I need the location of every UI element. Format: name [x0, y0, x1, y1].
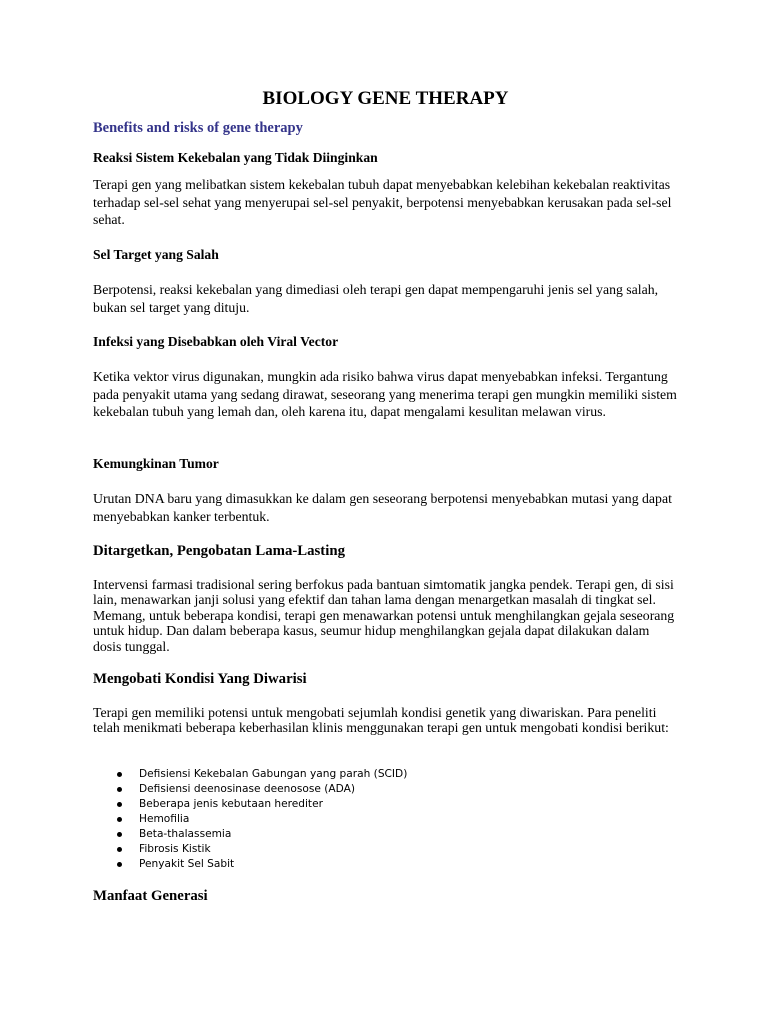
- bullet-icon: [117, 802, 122, 807]
- list-item: Penyakit Sel Sabit: [93, 857, 407, 872]
- list-item: Defisiensi deenosinase deenosose (ADA): [93, 782, 407, 797]
- bullet-icon: [117, 847, 122, 852]
- document-title: BIOLOGY GENE THERAPY: [262, 88, 509, 109]
- section-text-viral-vector-infection: Ketika vektor virus digunakan, mungkin ada risiko bahwa virus dapat menyebabkan infeksi. Tergantung pada penyakit utama yang sedang dirawat, seseorang yang menerima terapi gen mungkin memiliki sistem kekebalan tubuh yang lemah dan, oleh karena itu, dapat mengalami kesulitan melawan virus.: [93, 369, 677, 420]
- section-text-inherited-conditions: Terapi gen memiliki potensi untuk mengobati sejumlah kondisi genetik yang diwariskan. Para peneliti telah menikmati beberapa keberhasilan klinis menggunakan terapi gen untuk mengobati kondisi berikut:: [93, 705, 669, 736]
- section-text-unwanted-immune-reaction: Terapi gen yang melibatkan sistem kekebalan tubuh dapat menyebabkan kelebihan kekebalan reaktivitas terhadap sel-sel sehat yang menyerupai sel-sel penyakit, berpotensi menyebabkan kerusakan pada sel-sel sehat.: [93, 177, 672, 228]
- list-item: Beta-thalassemia: [93, 827, 407, 842]
- section-text-tumor-possibility: Urutan DNA baru yang dimasukkan ke dalam gen seseorang berpotensi menyebabkan mutasi yang dapat menyebabkan kanker terbentuk.: [93, 491, 672, 524]
- conditions-list: [93, 767, 407, 872]
- bullet-icon: [117, 862, 122, 867]
- section-heading-inherited-conditions: Mengobati Kondisi Yang Diwarisi: [93, 671, 307, 687]
- section-heading-long-lasting-treatment: Ditargetkan, Pengobatan Lama-Lasting: [93, 543, 345, 559]
- section-heading-tumor-possibility: Kemungkinan Tumor: [93, 456, 219, 471]
- list-item: Hemofilia: [93, 812, 407, 827]
- document-subtitle: Benefits and risks of gene therapy: [93, 120, 303, 136]
- section-heading-generation-benefits: Manfaat Generasi: [93, 888, 208, 904]
- bullet-icon: [117, 817, 122, 822]
- list-item: Beberapa jenis kebutaan herediter: [93, 797, 407, 812]
- section-text-long-lasting-treatment: Intervensi farmasi tradisional sering berfokus pada bantuan simtomatik jangka pendek. Terapi gen, di sisi lain, menawarkan janji solusi yang efektif dan tahan lama dengan menargetkan masalah di tingkat sel. Memang, untuk beberapa kondisi, terapi gen menawarkan potensi untuk menghilangkan gejala seseorang untuk hidup. Dan dalam beberapa kasus, seumur hidup menghilangkan gejala dapat dilakukan dalam dosis tunggal.: [93, 577, 675, 654]
- section-heading-viral-vector-infection: Infeksi yang Disebabkan oleh Viral Vector: [93, 334, 339, 349]
- bullet-icon: [117, 772, 122, 777]
- list-item: Fibrosis Kistik: [93, 842, 407, 857]
- section-text-wrong-target-cell: Berpotensi, reaksi kekebalan yang dimediasi oleh terapi gen dapat mempengaruhi jenis sel yang salah, bukan sel target yang dituju.: [93, 282, 659, 315]
- bullet-icon: [117, 787, 122, 792]
- section-heading-unwanted-immune-reaction: Reaksi Sistem Kekebalan yang Tidak Diinginkan: [93, 150, 378, 165]
- section-heading-wrong-target-cell: Sel Target yang Salah: [93, 247, 219, 262]
- bullet-icon: [117, 832, 122, 837]
- list-item: Defisiensi Kekebalan Gabungan yang parah (SCID): [93, 767, 407, 782]
